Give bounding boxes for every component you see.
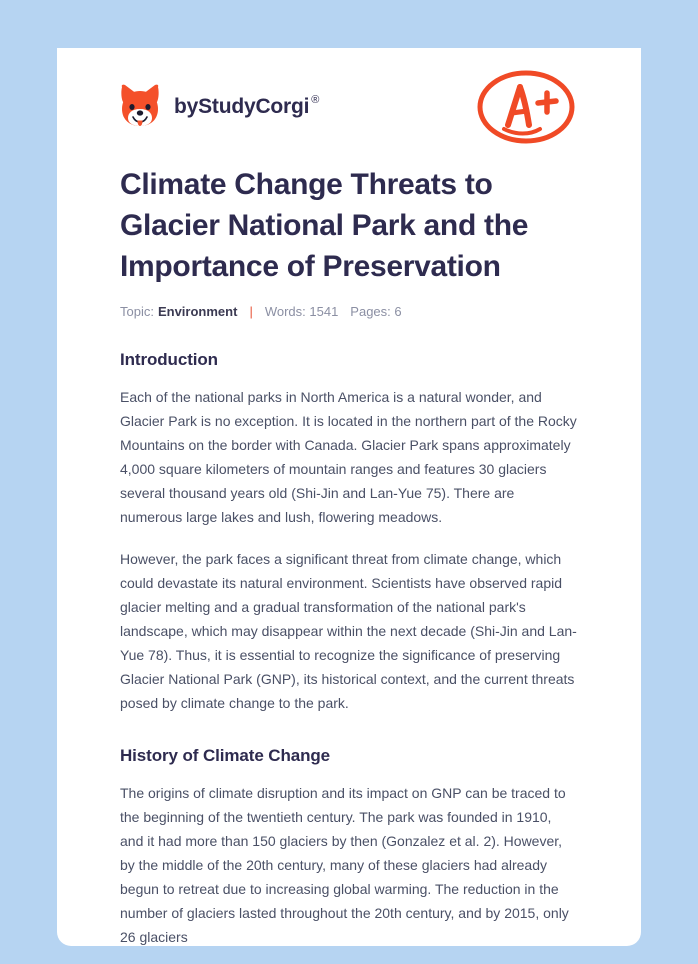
meta-separator: |	[249, 304, 253, 319]
document-page	[57, 48, 641, 946]
page-title: Climate Change Threats to Glacier National Park and the Importance of Preservation	[120, 168, 529, 283]
section-heading-introduction: Introduction	[120, 350, 218, 369]
section-heading-history-of-climate-change: History of Climate Change	[120, 746, 331, 765]
paragraph: The origins of climate disruption and its impact on GNP can be traced to the beginning of the twentieth century. The park was founded in 1910, and it had more than 150 glaciers by then (Gonzalez et al. 2). However, by the middle of the 20th century, many of these glaciers had already begun to retreat due to increasing global warming. The reduction in the number of glaciers lasted throughout the 20th century, and by 2015, only 26 glaciers	[120, 785, 569, 945]
meta-words: Words: 1541	[264, 304, 339, 319]
brand-prefix: by	[174, 95, 199, 118]
paragraph: Each of the national parks in North America is a natural wonder, and Glacier Park is no exception. It is located in the northern part of the Rocky Mountains on the border with Canada. Glacier Park spans approximately 4,000 square kilometers of mountain ranges and features 30 glaciers several thousand years old (Shi-Jin and Lan-Yue 75). There are numerous large lakes and lush, flowering meadows.	[120, 389, 577, 525]
document-header	[120, 48, 578, 162]
registered-mark: ®	[311, 94, 320, 106]
corgi-logo-icon	[120, 84, 160, 130]
a-plus-badge-icon	[474, 65, 578, 149]
meta-pages: Pages: 6	[350, 304, 402, 319]
brand-wordmark	[174, 95, 319, 119]
meta-topic-value[interactable]: Environment	[157, 304, 238, 319]
brand-name: StudyCorgi	[198, 95, 310, 118]
paragraph: However, the park faces a significant threat from climate change, which could devastate its natural environment. Scientists have observed rapid glacier melting and a gradual transformation of the national park's landscape, which may disappear within the next decade (Shi-Jin and Lan-Yue 78). Thus, it is essential to recognize the significance of preserving Glacier National Park (GNP), its historical context, and the current threats posed by climate change to the park.	[120, 551, 577, 711]
meta-topic-label: Topic:	[120, 304, 154, 319]
studycorgi-brand[interactable]	[120, 84, 319, 130]
document-meta	[120, 304, 578, 319]
